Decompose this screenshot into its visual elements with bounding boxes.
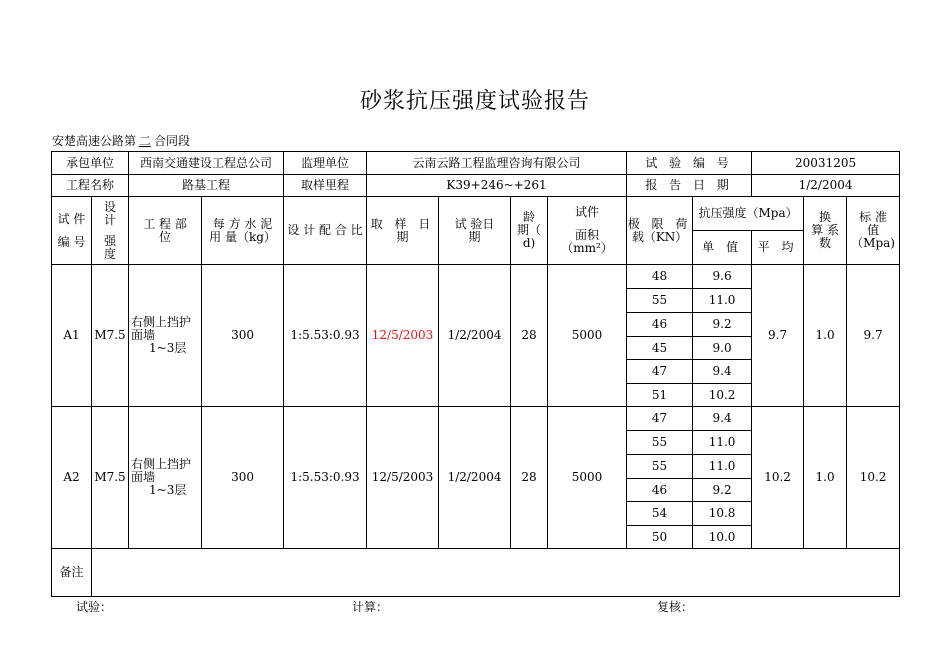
header-factor-b: 算 系 [811,223,839,237]
conversion-factor[interactable]: 1.0 [804,407,847,549]
supervisor-value[interactable]: 云南云路工程监理咨询有限公司 [367,152,627,175]
header-standard-c: （Mpa) [851,236,895,250]
info-row-2 [52,175,900,197]
supervisor-label: 监理单位 [284,152,367,175]
header-design-d: 度 [104,246,117,261]
single-strength[interactable]: 11.0 [693,289,752,313]
header-design-strength [92,197,129,265]
report-date-label: 报 告 日 期 [627,175,752,197]
specimen-area[interactable]: 5000 [548,265,627,407]
ultimate-load[interactable]: 46 [627,479,693,502]
cement-dosage[interactable]: 300 [202,265,284,407]
header-test-date-b: 期 [468,229,481,244]
header-specimen-no-b: 编 号 [57,234,86,249]
header-load [627,197,693,265]
contractor-value[interactable]: 西南交通建设工程总公司 [129,152,284,175]
header-test-date [439,197,511,265]
project-label: 工程名称 [52,175,129,197]
header-area-b: 面积 [575,228,600,242]
header-single-value: 单 值 [693,231,752,265]
ultimate-load[interactable]: 48 [627,265,693,289]
specimen-id[interactable]: A1 [52,265,92,407]
single-strength[interactable]: 9.4 [693,360,752,384]
ultimate-load[interactable]: 47 [627,360,693,384]
single-strength[interactable]: 9.6 [693,265,752,289]
mileage-label: 取样里程 [284,175,367,197]
sample-date[interactable]: 12/5/2003 [367,265,439,407]
header-design-a: 设 [104,199,117,214]
header-cement [202,197,284,265]
report-table [51,151,900,597]
column-header-row [52,197,900,231]
header-part-a: 工 程 部 [143,216,187,231]
header-average: 平 均 [752,231,804,265]
header-part-b: 位 [159,229,172,244]
average-strength[interactable]: 10.2 [752,407,804,549]
tester-signature-label: 试验： [76,600,113,614]
ultimate-load[interactable]: 54 [627,502,693,526]
header-load-b: 载（KN） [631,229,688,244]
header-sample-date-a: 取 样 日 [370,216,435,231]
single-strength[interactable]: 10.0 [693,526,752,549]
specimen-id[interactable]: A2 [52,407,92,549]
header-area [548,197,627,265]
specimen-area[interactable]: 5000 [548,407,627,549]
test-no-label: 试 验 编 号 [627,152,752,175]
header-strength: 抗压强度（Mpa） [693,197,804,231]
single-strength[interactable]: 10.2 [693,384,752,407]
ultimate-load[interactable]: 55 [627,289,693,313]
project-part-line-1: 右侧上挡护 [131,457,192,471]
single-strength[interactable]: 9.2 [693,479,752,502]
single-strength[interactable]: 11.0 [693,455,752,479]
single-strength[interactable]: 11.0 [693,431,752,455]
standard-strength[interactable]: 10.2 [847,407,900,549]
ultimate-load[interactable]: 50 [627,526,693,549]
single-strength[interactable]: 9.2 [693,313,752,337]
contract-suffix: 合同段 [154,134,191,148]
remarks-row [52,549,900,597]
mileage-value[interactable]: K39+246~+261 [367,175,627,197]
design-strength[interactable]: M7.5 [92,265,129,407]
header-sample-date [367,197,439,265]
mix-ratio[interactable]: 1:5.53:0.93 [284,407,367,549]
conversion-factor[interactable]: 1.0 [804,265,847,407]
header-factor [804,197,847,265]
remarks-label: 备注 [52,549,92,597]
header-standard-a: 标 准 [859,210,887,224]
header-sample-date-b: 期 [396,229,409,244]
ultimate-load[interactable]: 55 [627,431,693,455]
curing-age[interactable]: 28 [511,407,548,549]
ultimate-load[interactable]: 47 [627,407,693,431]
single-strength[interactable]: 10.8 [693,502,752,526]
header-specimen-no-a: 试 件 [57,211,86,226]
project-part-line-2: 面墙 [131,470,156,484]
header-specimen-no [52,197,92,265]
header-factor-a: 换 [819,210,832,224]
header-design-b: 计 [104,212,117,227]
contract-number[interactable]: 二 [139,134,152,148]
ultimate-load[interactable]: 45 [627,337,693,360]
remarks-field[interactable] [92,549,900,597]
calculator-signature-label: 计算： [352,600,389,614]
header-design-c: 强 [104,233,117,248]
header-area-a: 试件 [575,205,600,219]
project-part-line-3: 1~3层 [149,341,187,355]
test-date[interactable]: 1/2/2004 [439,265,511,407]
curing-age[interactable]: 28 [511,265,548,407]
test-no-value[interactable]: 20031205 [752,152,900,175]
single-strength[interactable]: 9.4 [693,407,752,431]
header-area-c: （mm²） [561,241,613,255]
project-value[interactable]: 路基工程 [129,175,284,197]
header-cement-a: 每 方 水 泥 [212,216,273,231]
ultimate-load[interactable]: 55 [627,455,693,479]
header-cement-b: 用 量（kg） [209,229,276,244]
project-part-line-2: 面墙 [131,328,156,342]
contract-prefix: 安楚高速公路第 [52,134,137,148]
cement-dosage[interactable]: 300 [202,407,284,549]
reviewer-signature-label: 复核： [657,600,694,614]
average-strength[interactable]: 9.7 [752,265,804,407]
header-factor-c: 数 [819,236,832,250]
single-strength[interactable]: 9.0 [693,337,752,360]
info-row-1 [52,152,900,175]
project-part[interactable] [129,407,202,549]
project-part-line-1: 右侧上挡护 [131,315,192,329]
header-age [511,197,548,265]
header-age-b: 期（ [517,223,542,237]
header-standard [847,197,900,265]
project-part[interactable] [129,265,202,407]
ultimate-load[interactable]: 46 [627,313,693,337]
mix-ratio[interactable]: 1:5.53:0.93 [284,265,367,407]
contractor-label: 承包单位 [52,152,129,175]
header-part [129,197,202,265]
header-age-a: 龄 [523,210,536,224]
header-mix: 设 计 配 合 比 [284,197,367,265]
report-date-value[interactable]: 1/2/2004 [752,175,900,197]
ultimate-load[interactable]: 51 [627,384,693,407]
table-row [52,407,900,431]
header-age-c: d) [522,236,536,250]
design-strength[interactable]: M7.5 [92,407,129,549]
table-row [52,265,900,289]
report-title: 砂浆抗压强度试验报告 [359,89,590,114]
header-standard-b: 值 [867,223,880,237]
standard-strength[interactable]: 9.7 [847,265,900,407]
header-load-a: 极 限 荷 [627,216,692,231]
header-test-date-a: 试 验日 [454,216,495,231]
test-date[interactable]: 1/2/2004 [439,407,511,549]
contract-section-line [52,132,190,149]
project-part-line-3: 1~3层 [149,483,187,497]
sample-date[interactable]: 12/5/2003 [367,407,439,549]
